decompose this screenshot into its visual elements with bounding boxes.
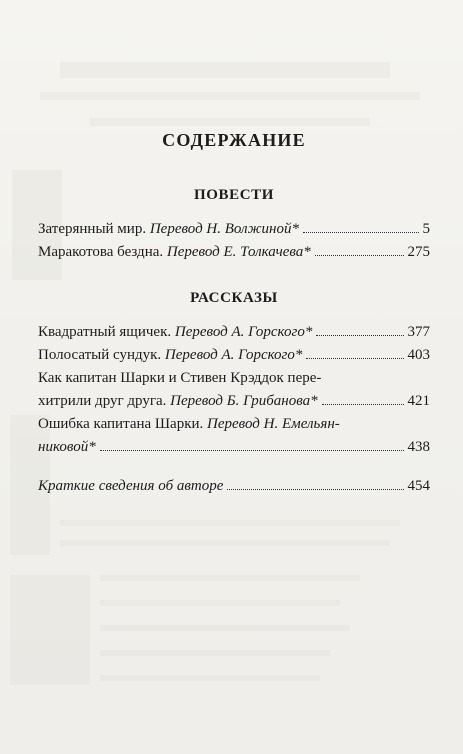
bleed-through-block <box>100 575 360 581</box>
entry-translator-part: Перевод Н. Емельян- <box>207 416 340 432</box>
toc-entry-multiline[interactable] <box>38 413 430 459</box>
leader-dots <box>322 404 404 405</box>
entry-text <box>38 218 299 241</box>
bleed-through-block <box>10 575 90 685</box>
toc-entry[interactable] <box>38 344 430 367</box>
entry-title: Ошибка капитана Шарки. <box>38 416 204 432</box>
toc-entry[interactable] <box>38 321 430 344</box>
toc-title: СОДЕРЖАНИЕ <box>162 130 306 150</box>
entry-page-number: 403 <box>407 347 430 363</box>
entry-translator: Перевод А. Горского* <box>164 347 303 363</box>
toc-entry[interactable] <box>38 218 430 241</box>
entry-line-1 <box>38 413 430 436</box>
bleed-through-block <box>60 540 390 546</box>
entry-page-number: 421 <box>407 393 430 409</box>
entry-line-2 <box>38 390 430 413</box>
bleed-through-block <box>60 62 390 78</box>
entry-title: Краткие сведения об авторе <box>38 478 224 494</box>
entry-page-number: 454 <box>407 478 430 494</box>
bleed-through-block <box>100 650 330 656</box>
leader-dots <box>100 450 404 451</box>
bleed-through-block <box>40 92 420 100</box>
entry-page-number: 377 <box>407 324 430 340</box>
entry-translator: Перевод А. Горского* <box>174 324 313 340</box>
bleed-through-block <box>100 675 320 681</box>
entry-title-part <box>38 416 340 432</box>
leader-dots <box>315 255 404 256</box>
entry-line-2 <box>38 436 430 459</box>
entry-text <box>38 344 302 367</box>
entry-line-1 <box>38 367 430 390</box>
table-of-contents <box>38 130 430 498</box>
entry-title: Квадратный ящичек. <box>38 324 172 340</box>
entry-translator: Перевод Н. Волжиной* <box>149 221 299 237</box>
entry-title-part: Как капитан Шарки и Стивен Крэддок пере- <box>38 370 322 386</box>
toc-entry-about-author[interactable] <box>38 475 430 498</box>
entry-page-number: 275 <box>407 244 430 260</box>
entry-title: Затерянный мир. <box>38 221 147 237</box>
bleed-through-block <box>60 520 400 526</box>
bleed-through-block <box>90 118 370 126</box>
entry-translator: Перевод Е. Толкачева* <box>166 244 311 260</box>
entry-text <box>38 390 318 413</box>
entry-page-number: 5 <box>422 221 430 237</box>
toc-entry-multiline[interactable] <box>38 367 430 413</box>
entry-title: хитрили друг друга. <box>38 393 167 409</box>
entry-title: Маракотова бездна. <box>38 244 164 260</box>
entry-page-number: 438 <box>407 439 430 455</box>
leader-dots <box>303 232 419 233</box>
leader-dots <box>227 489 403 490</box>
entry-text <box>38 241 311 264</box>
entry-text <box>38 321 312 344</box>
leader-dots <box>306 358 403 359</box>
toc-entry[interactable] <box>38 241 430 264</box>
entry-translator: Перевод Б. Грибанова* <box>170 393 318 409</box>
bleed-through-block <box>100 625 350 631</box>
entry-translator: никовой* <box>38 439 96 455</box>
leader-dots <box>316 335 403 336</box>
entry-title: Полосатый сундук. <box>38 347 162 363</box>
section-title-rasskazy: РАССКАЗЫ <box>190 290 278 306</box>
section-title-povesti: ПОВЕСТИ <box>193 187 275 203</box>
bleed-through-block <box>100 600 340 606</box>
